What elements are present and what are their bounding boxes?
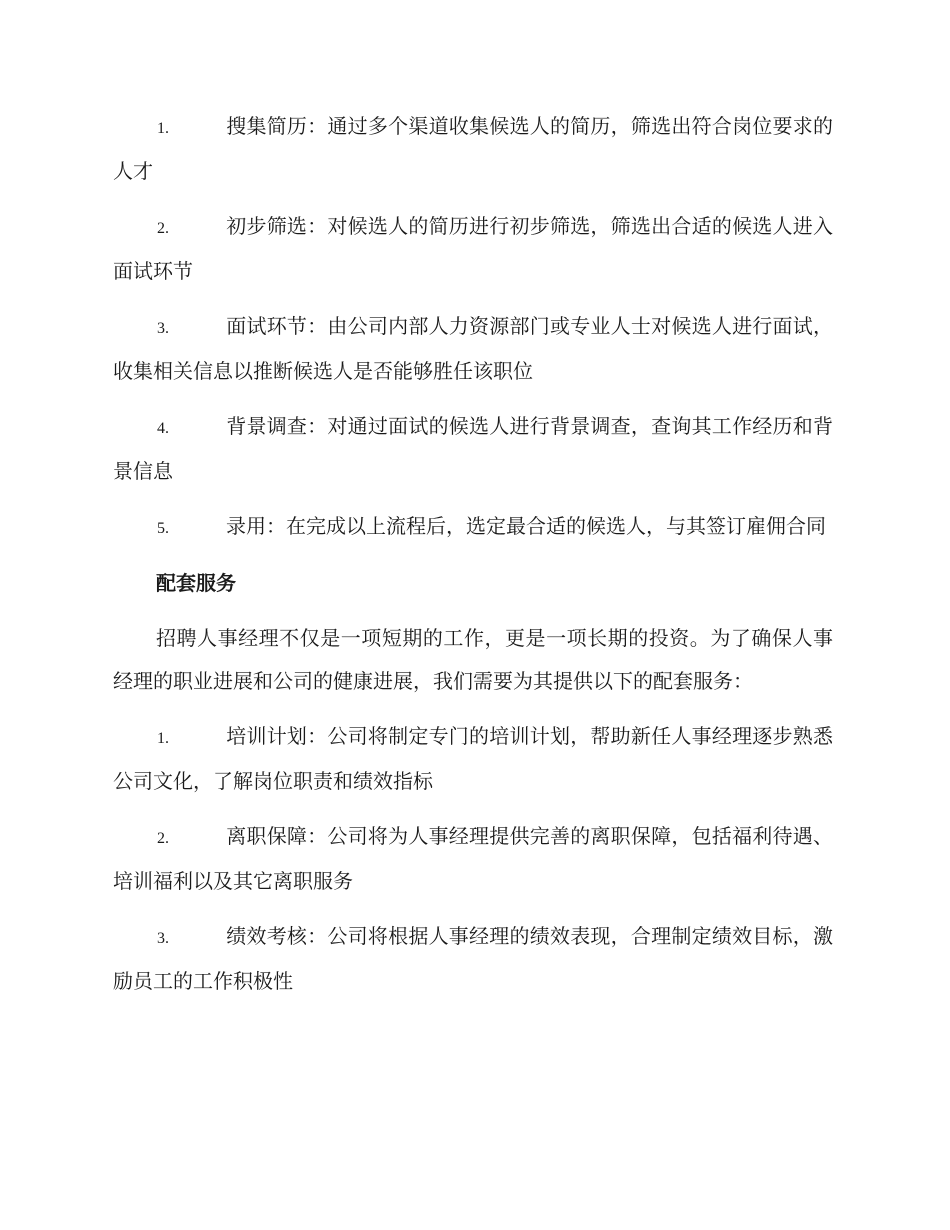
list-text: 绩效考核：公司将根据人事经理的绩效表现，合理制定绩效目标，激励员工的工作积极性 [113,924,833,993]
list-item [113,305,833,393]
list-number: 3. [157,320,169,337]
list-item [113,505,833,550]
list-item [113,205,833,293]
list-item [113,105,833,193]
list-number: 5. [157,520,169,537]
list-text: 离职保障：公司将为人事经理提供完善的离职保障，包括福利待遇、培训福利以及其它离职服务 [113,824,833,893]
list-text: 面试环节：由公司内部人力资源部门或专业人士对候选人进行面试，收集相关信息以推断候选人是否能够胜任该职位 [113,314,833,383]
list-item [113,915,833,1003]
list-number: 4. [157,420,169,437]
list-text: 初步筛选：对候选人的简历进行初步筛选，筛选出合适的候选人进入面试环节 [113,214,833,283]
list-item [113,715,833,803]
document-page [113,105,833,1015]
list-number: 3. [157,930,169,947]
list-text: 录用：在完成以上流程后，选定最合适的候选人，与其签订雇佣合同 [226,514,826,538]
list-text: 背景调查：对通过面试的候选人进行背景调查，查询其工作经历和背景信息 [113,414,833,483]
list-number: 2. [157,220,169,237]
section-heading: 配套服务 [156,571,236,595]
list-number: 1. [157,120,169,137]
section-intro-paragraph: 招聘人事经理不仅是一项短期的工作，更是一项长期的投资。为了确保人事经理的职业进展和公司的健康进展，我们需要为其提供以下的配套服务： [113,626,833,693]
list-item [113,405,833,493]
list-text: 搜集简历：通过多个渠道收集候选人的简历，筛选出符合岗位要求的人才 [113,114,833,183]
list-number: 1. [157,730,169,747]
list-text: 培训计划：公司将制定专门的培训计划，帮助新任人事经理逐步熟悉公司文化，了解岗位职责和绩效指标 [113,724,833,793]
list-number: 2. [157,830,169,847]
list-item [113,815,833,903]
